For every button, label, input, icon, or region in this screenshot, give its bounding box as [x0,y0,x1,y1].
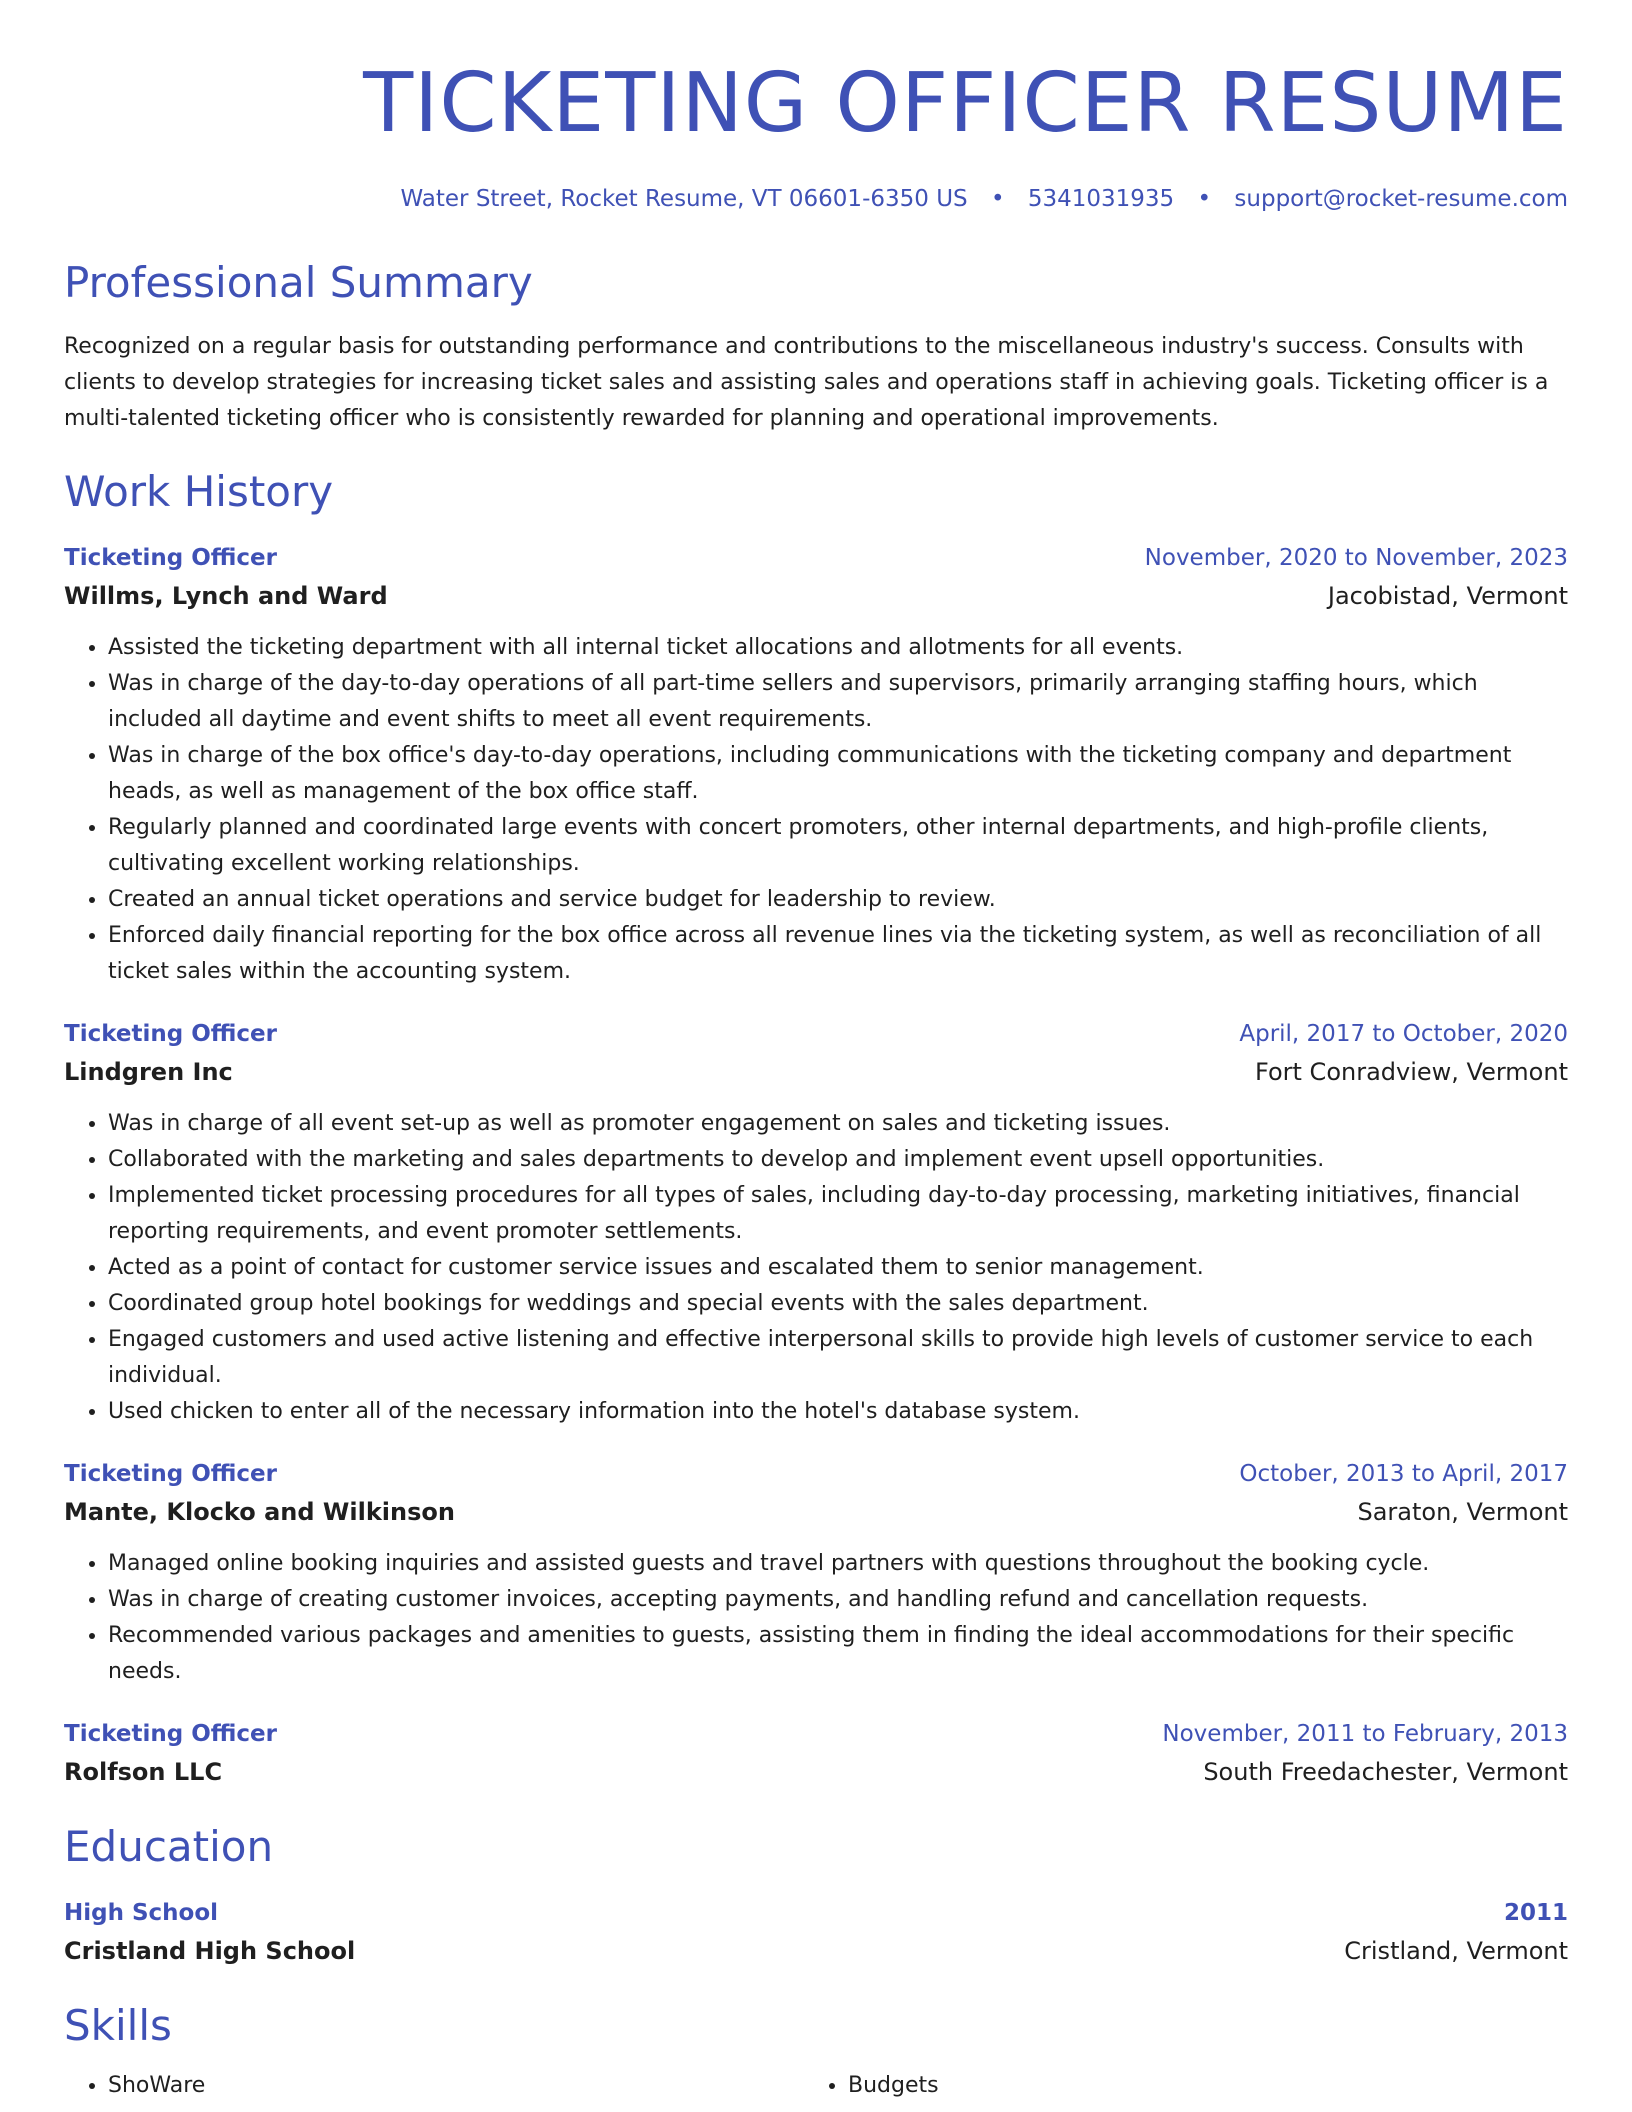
education-entry [64,1895,1568,1971]
job-bullets [64,1546,1568,1690]
job-bullet: • Was in charge of the box office's day-to-day operations, including communications with the ticketing company and department heads, as well as management of the box office staff. [108,738,1568,810]
job-title: Ticketing Officer [64,1021,277,1047]
skill-item: • Budgets [848,2068,1544,2104]
contact-address: Water Street, Rocket Resume, VT 06601-6350 US [400,186,968,212]
summary-heading: Professional Summary [64,258,533,307]
job-bullet: • Recommended various packages and amenities to guests, assisting them in finding the ideal accommodations for their specific needs. [108,1618,1568,1690]
job-bullets [64,630,1568,990]
education-degree: High School [64,1900,219,1926]
skills-column-left [64,2068,804,2104]
job-title: Ticketing Officer [64,1461,277,1487]
job-bullet: • Enforced daily financial reporting for the box office across all revenue lines via the ticketing system, as well as reconciliation of all ticket sales within the accounting system. [108,918,1568,990]
education-school: Cristland High School [64,1937,356,1965]
job-title: Ticketing Officer [64,1721,277,1747]
job-location: Jacobistad, Vermont [1327,582,1568,610]
job-entry [64,1456,1568,1690]
job-company: Rolfson LLC [64,1758,223,1786]
job-entry [64,1016,1568,1430]
education-location: Cristland, Vermont [1344,1937,1568,1965]
job-bullet: • Coordinated group hotel bookings for weddings and special events with the sales department. [108,1286,1568,1322]
job-bullet: • Acted as a point of contact for customer service issues and escalated them to senior management. [108,1250,1568,1286]
job-location: Fort Conradview, Vermont [1255,1058,1568,1086]
job-bullet: • Was in charge of creating customer invoices, accepting payments, and handling refund and cancellation requests. [108,1582,1568,1618]
job-location: Saraton, Vermont [1357,1498,1568,1526]
job-location: South Freedachester, Vermont [1203,1758,1568,1786]
skills-column-right [804,2068,1544,2104]
job-company: Lindgren Inc [64,1058,233,1086]
job-entry [64,540,1568,990]
contact-separator: • [990,186,1005,212]
summary-text: Recognized on a regular basis for outstanding performance and contributions to the miscellaneous industry's success. Consults with clients to develop strategies for increasing ticket sales and assisting sales and operations staff in achieving goals. Ticketing officer is a multi-talented ticketing officer who is consistently rewarded for planning and operational improvements. [64,334,1549,431]
contact-separator: • [1197,186,1212,212]
job-entry [64,1716,1568,1792]
job-bullet: • Was in charge of all event set-up as well as promoter engagement on sales and ticketing issues. [108,1106,1568,1142]
job-bullets [64,1106,1568,1430]
job-bullet: • Engaged customers and used active listening and effective interpersonal skills to provide high levels of customer service to each individual. [108,1322,1568,1394]
job-bullet: • Collaborated with the marketing and sales departments to develop and implement event upsell opportunities. [108,1142,1568,1178]
job-dates: October, 2013 to April, 2017 [1239,1461,1568,1487]
job-bullet: • Created an annual ticket operations and service budget for leadership to review. [108,882,1568,918]
work-history-heading: Work History [64,467,334,516]
job-company: Willms, Lynch and Ward [64,582,388,610]
job-bullet: • Assisted the ticketing department with all internal ticket allocations and allotments for all events. [108,630,1568,666]
education-year: 2011 [1503,1900,1568,1926]
education-heading: Education [64,1822,274,1871]
skills-list [64,2068,1568,2104]
job-company: Mante, Klocko and Wilkinson [64,1498,455,1526]
job-bullet: • Used chicken to enter all of the necessary information into the hotel's database system. [108,1394,1568,1430]
job-bullet: • Implemented ticket processing procedures for all types of sales, including day-to-day processing, marketing initiatives, financial reporting requirements, and event promoter settlements. [108,1178,1568,1250]
skill-item: • ShoWare [108,2068,804,2104]
job-bullet: • Was in charge of the day-to-day operations of all part-time sellers and supervisors, primarily arranging staffing hours, which included all daytime and event shifts to meet all event requirements. [108,666,1568,738]
skills-heading: Skills [64,2001,172,2050]
job-dates: November, 2020 to November, 2023 [1144,545,1568,571]
contact-email: support@rocket-resume.com [1234,186,1568,212]
resume-title: TICKETING OFFICER RESUME [363,56,1568,151]
contact-line [64,186,1568,212]
job-dates: April, 2017 to October, 2020 [1239,1021,1568,1047]
job-title: Ticketing Officer [64,545,277,571]
job-dates: November, 2011 to February, 2013 [1162,1721,1568,1747]
job-bullet: • Managed online booking inquiries and assisted guests and travel partners with questions throughout the booking cycle. [108,1546,1568,1582]
job-bullet: • Regularly planned and coordinated large events with concert promoters, other internal departments, and high-profile clients, cultivating excellent working relationships. [108,810,1568,882]
contact-phone: 5341031935 [1027,186,1175,212]
